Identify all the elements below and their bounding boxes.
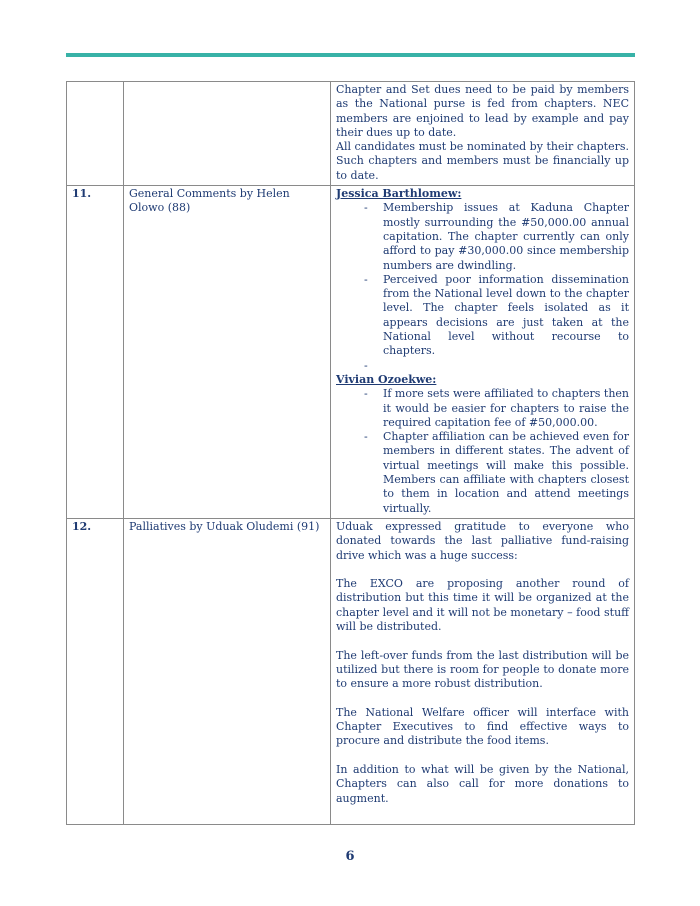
details-paragraph: The National Welfare officer will interface with Chapter Executives to find effective ways to procure and distribute the food items. <box>336 705 629 748</box>
details-paragraph: Uduak expressed gratitude to everyone who donated towards the last palliative fund-raising drive which was a huge success: <box>336 519 629 562</box>
minutes-table <box>66 81 635 825</box>
page-number: 6 <box>345 849 355 864</box>
table-row-11 <box>67 186 635 519</box>
row-topic-cell: General Comments by Helen Olowo (88) <box>124 186 331 519</box>
details-paragraph: All candidates must be nominated by their chapters. Such chapters and members must be financially up to date. <box>336 140 629 182</box>
speaker-heading: Jessica Barthlomew: <box>336 187 462 201</box>
speaker-heading: Vivian Ozoekwe: <box>336 372 437 386</box>
bullet-item: - Membership issues at Kaduna Chapter mostly surrounding the #50,000.00 annual capitation. The chapter currently can only afford to pay #30,000.00 since membership numbers are dwindling. <box>336 201 629 272</box>
details-paragraph: The EXCO are proposing another round of distribution but this time it will be organized at the chapter level and it will not be monetary – food stuff will be distributed. <box>336 577 629 633</box>
accent-rule <box>66 53 635 57</box>
bullet-item: - Perceived poor information dissemination from the National level down to the chapter level. The chapter feels isolated as it appears decisions are just taken at the National level without recourse to chapters. <box>336 273 629 359</box>
table-row-12 <box>67 518 635 824</box>
row-topic-cell <box>124 82 331 186</box>
row-details-cell <box>331 186 635 519</box>
details-paragraph: Chapter and Set dues need to be paid by members as the National purse is fed from chapters. NEC members are enjoined to lead by example and pay their dues up to date. <box>336 83 629 139</box>
row-details-cell <box>331 82 635 186</box>
bullet-item: - Chapter affiliation can be achieved even for members in different states. The advent of virtual meetings will make this possible. Members can affiliate with chapters closest to them in location and attend meetings virtually. <box>336 430 629 516</box>
details-paragraph: In addition to what will be given by the National, Chapters can also call for more donations to augment. <box>336 762 629 805</box>
row-number-cell <box>67 82 124 186</box>
details-paragraph: The left-over funds from the last distribution will be utilized but there is room for people to donate more to ensure a more robust distribution. <box>336 648 629 691</box>
bullet-item: - If more sets were affiliated to chapters then it would be easier for chapters to raise the required capitation fee of #50,000.00. <box>336 387 629 430</box>
bullet-item-empty <box>336 359 629 373</box>
row-number-cell: 12. <box>67 518 124 824</box>
table-row-continued <box>67 82 635 186</box>
row-details-cell <box>331 518 635 824</box>
row-topic-cell: Palliatives by Uduak Oludemi (91) <box>124 518 331 824</box>
row-number-cell: 11. <box>67 186 124 519</box>
